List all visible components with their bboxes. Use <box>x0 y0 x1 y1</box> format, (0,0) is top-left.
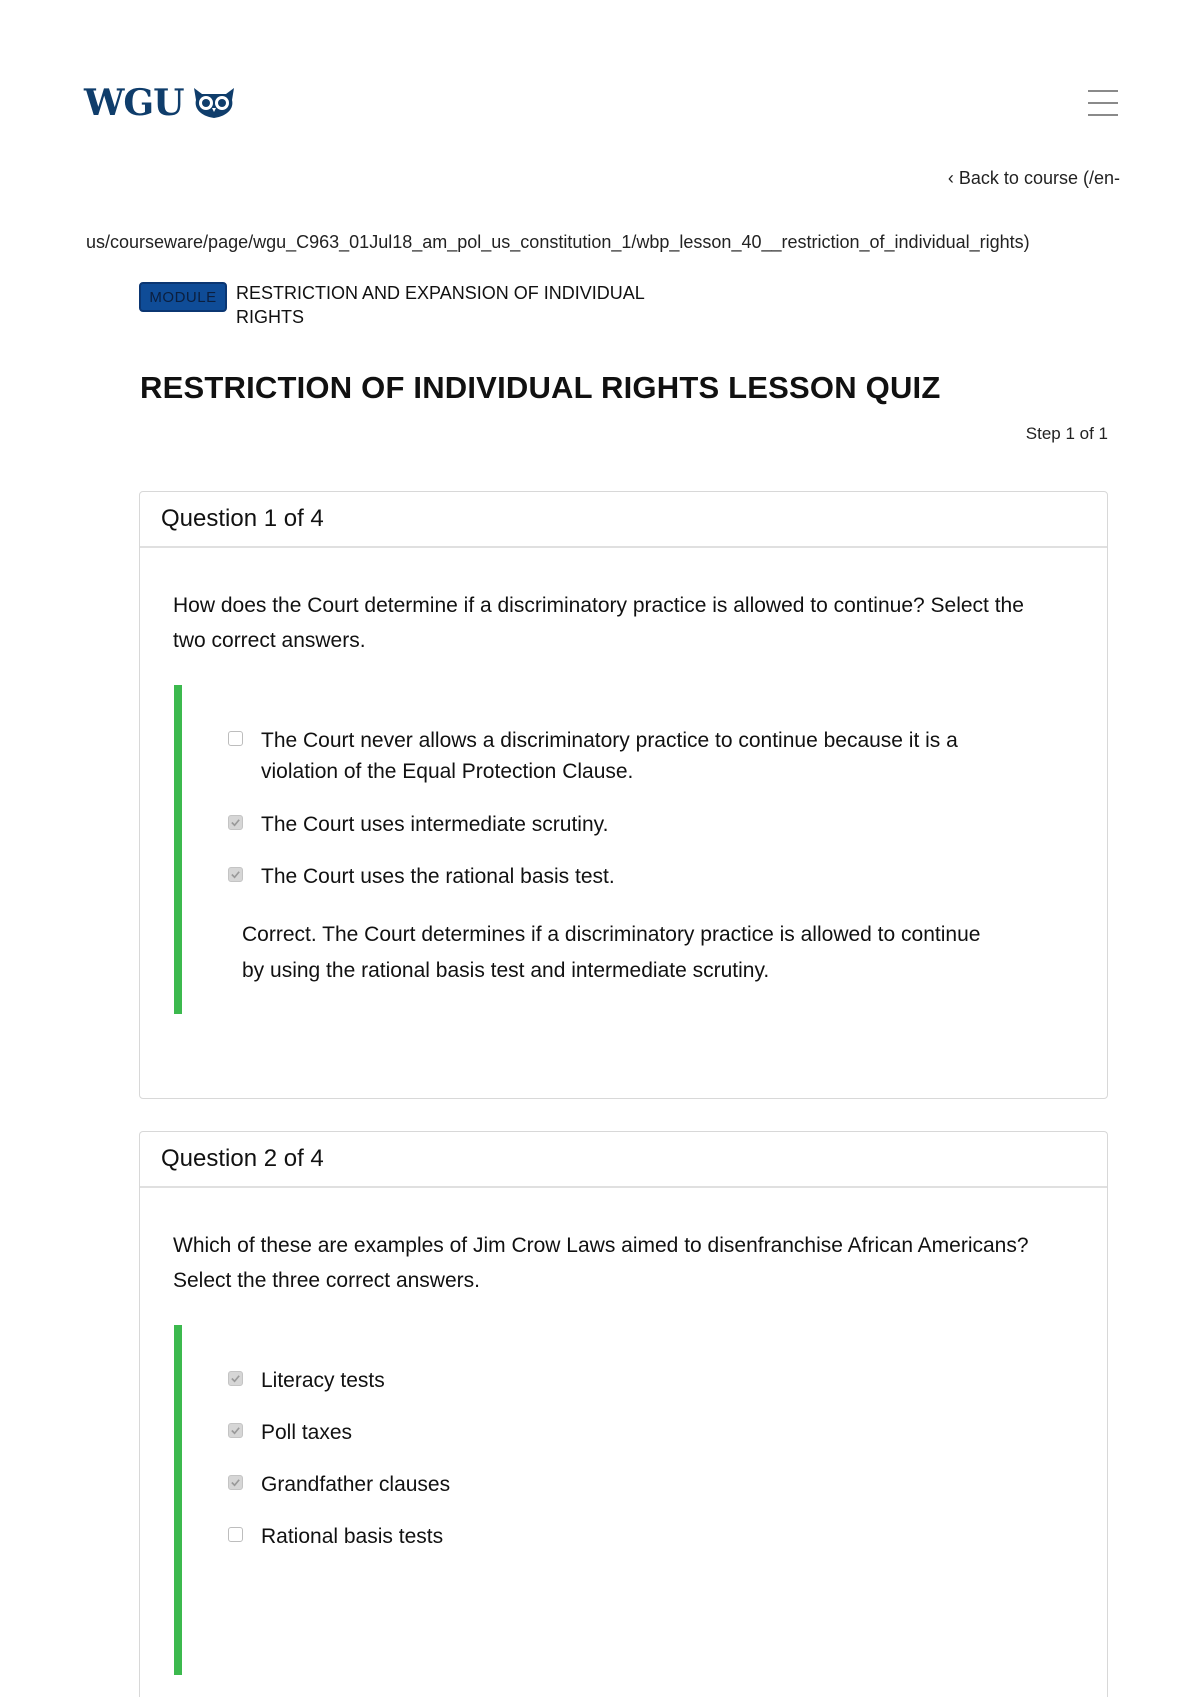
option-label: The Court uses intermediate scrutiny. <box>261 813 609 836</box>
option-label: The Court never allows a discriminatory practice to continue because it is a violation of the Equal Protection Clause. <box>261 729 958 783</box>
checkmark-icon <box>230 869 241 880</box>
checkmark-icon <box>230 817 241 828</box>
wgu-logo[interactable] <box>84 82 238 124</box>
question-text: How does the Court determine if a discriminatory practice is allowed to continue? Select the two correct answers. <box>173 594 1024 652</box>
owl-icon <box>190 86 238 120</box>
answer-feedback: Correct. The Court determines if a discriminatory practice is allowed to continue by using the rational basis test and intermediate scrutiny. <box>242 923 981 982</box>
question-header: Question 1 of 4 <box>140 492 1107 548</box>
answer-block <box>174 1325 451 1675</box>
logo-text: WGU <box>84 82 184 124</box>
answer-option[interactable] <box>228 1469 988 1500</box>
option-label: The Court uses the rational basis test. <box>261 865 615 888</box>
answer-option[interactable] <box>228 1365 988 1396</box>
option-label: Grandfather clauses <box>261 1473 451 1496</box>
answer-option[interactable] <box>228 809 988 840</box>
checkbox[interactable] <box>228 1423 243 1438</box>
hamburger-icon[interactable] <box>1088 90 1118 116</box>
checkbox[interactable] <box>228 815 243 830</box>
checkmark-icon <box>230 1425 241 1436</box>
option-label: Rational basis tests <box>261 1525 444 1548</box>
answer-option[interactable] <box>228 1521 988 1552</box>
question-header: Question 2 of 4 <box>140 1132 1107 1188</box>
option-label: Literacy tests <box>261 1369 385 1392</box>
question-card <box>139 1131 1108 1697</box>
module-title: RESTRICTION AND EXPANSION OF INDIVIDUAL RIGHTS <box>236 283 645 327</box>
answer-option[interactable] <box>228 1417 988 1448</box>
checkmark-icon <box>230 1373 241 1384</box>
option-label: Poll taxes <box>261 1421 353 1444</box>
module-badge: MODULE <box>139 282 227 312</box>
question-card <box>139 491 1108 1099</box>
page-title: RESTRICTION OF INDIVIDUAL RIGHTS LESSON QUIZ <box>140 370 941 405</box>
checkbox[interactable] <box>228 1371 243 1386</box>
back-to-course-link[interactable]: ‹ Back to course (/en- <box>947 168 1120 188</box>
answer-option[interactable] <box>228 725 988 787</box>
back-to-course-url[interactable]: us/courseware/page/wgu_C963_01Jul18_am_pol_us_constitution_1/wbp_lesson_40__restriction_of_individual_rights) <box>86 232 1030 252</box>
question-text: Which of these are examples of Jim Crow Laws aimed to disenfranchise African Americans? Select the three correct answers. <box>173 1234 1029 1292</box>
checkbox[interactable] <box>228 1475 243 1490</box>
answer-block <box>174 685 981 1014</box>
checkbox[interactable] <box>228 867 243 882</box>
step-indicator: Step 1 of 1 <box>1025 424 1108 443</box>
checkbox[interactable] <box>228 731 243 746</box>
answer-option[interactable] <box>228 861 988 892</box>
checkbox[interactable] <box>228 1527 243 1542</box>
checkmark-icon <box>230 1477 241 1488</box>
